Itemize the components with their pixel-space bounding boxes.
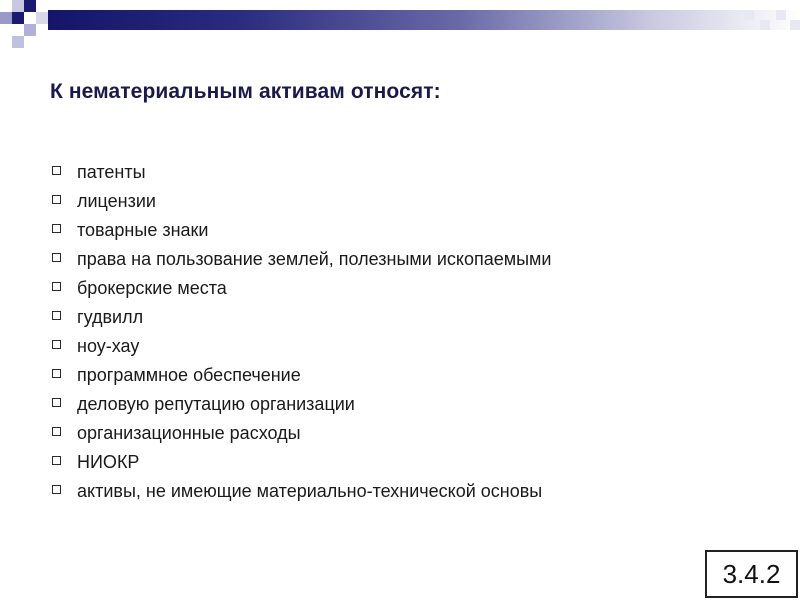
list-item: [52, 245, 551, 274]
decoration-square: [12, 12, 24, 24]
hollow-square-bullet-icon: [52, 166, 61, 175]
hollow-square-bullet-icon: [52, 340, 61, 349]
decoration-square: [36, 12, 48, 24]
list-item: [52, 216, 551, 245]
list-item-text: патенты: [77, 162, 146, 182]
list-item: [52, 477, 551, 506]
hollow-square-bullet-icon: [52, 282, 61, 291]
hollow-square-bullet-icon: [52, 456, 61, 465]
hollow-square-bullet-icon: [52, 485, 61, 494]
hollow-square-bullet-icon: [52, 427, 61, 436]
list-item: [52, 390, 551, 419]
hollow-square-bullet-icon: [52, 195, 61, 204]
list-item: [52, 448, 551, 477]
hollow-square-bullet-icon: [52, 369, 61, 378]
decoration-square: [12, 0, 24, 12]
list-item-text: деловую репутацию организации: [77, 394, 355, 414]
list-item-text: лицензии: [77, 191, 156, 211]
header-decoration-squares: [0, 0, 48, 48]
list-item-text: программное обеспечение: [77, 365, 301, 385]
list-item-text: активы, не имеющие материально-технической основы: [77, 481, 543, 501]
hollow-square-bullet-icon: [52, 398, 61, 407]
asset-list: [52, 158, 551, 506]
decoration-square: [12, 36, 24, 48]
list-item-text: гудвилл: [77, 307, 144, 327]
list-item-text: ноу-хау: [77, 336, 140, 356]
section-code-box: 3.4.2: [705, 550, 798, 598]
list-item: [52, 332, 551, 361]
list-item: [52, 303, 551, 332]
slide-title: К нематериальным активам относят:: [50, 80, 441, 103]
list-item-text: товарные знаки: [77, 220, 209, 240]
list-item: [52, 187, 551, 216]
header-gradient-bar: [48, 10, 800, 30]
list-item: [52, 419, 551, 448]
list-item: [52, 274, 551, 303]
list-item: [52, 158, 551, 187]
hollow-square-bullet-icon: [52, 224, 61, 233]
list-item-text: организационные расходы: [77, 423, 301, 443]
list-item-text: права на пользование землей, полезными ископаемыми: [77, 249, 552, 269]
header-bar-squares: [740, 10, 800, 30]
list-item-text: брокерские места: [77, 278, 227, 298]
decoration-square: [0, 12, 12, 24]
hollow-square-bullet-icon: [52, 253, 61, 262]
list-item-text: НИОКР: [77, 452, 140, 472]
decoration-square: [24, 0, 36, 12]
decoration-square: [24, 24, 36, 36]
hollow-square-bullet-icon: [52, 311, 61, 320]
list-item: [52, 361, 551, 390]
